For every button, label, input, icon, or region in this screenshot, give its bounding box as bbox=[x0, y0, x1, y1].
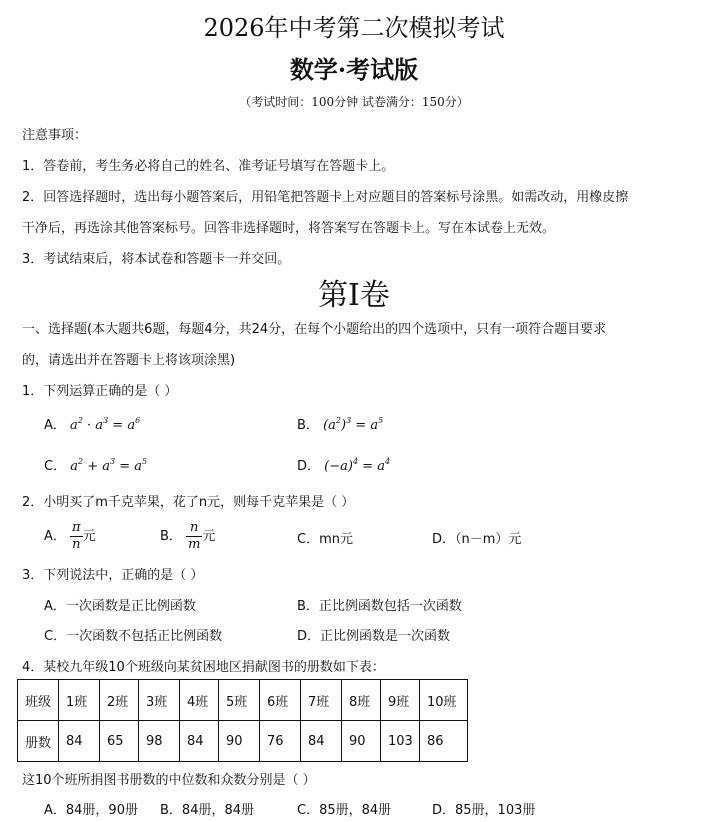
q2-option-d: D．（n－m）元 bbox=[432, 532, 522, 547]
count-cell: 76 bbox=[260, 721, 301, 762]
section1-heading: 一、选择题(本大题共6题，每题4分，共24分，在每个小题给出的四个选项中，只有一项符合题目要求 bbox=[22, 322, 607, 337]
q3-stem: 3．下列说法中，正确的是（ ） bbox=[22, 568, 204, 583]
q4-option-a: A．84册，90册 bbox=[44, 803, 138, 818]
q2-option-a bbox=[44, 520, 96, 553]
q2-option-b bbox=[160, 520, 215, 553]
volume-title: 第I卷 bbox=[318, 278, 390, 313]
count-cell: 84 bbox=[59, 721, 100, 762]
q2-option-a-fraction: $\frac{\pi}{n}$ bbox=[72, 520, 81, 552]
class-cell: 5班 bbox=[219, 680, 260, 721]
count-cell: 90 bbox=[342, 721, 381, 762]
q2-option-b-label: B． bbox=[160, 529, 182, 544]
class-cell: 10班 bbox=[420, 680, 468, 721]
q4-option-c: C．85册，84册 bbox=[297, 803, 392, 818]
class-cell: 3班 bbox=[139, 680, 180, 721]
q4-data-table bbox=[17, 679, 468, 762]
q1-option-b-formula: $(a^2)^3 = a^5$ bbox=[323, 416, 384, 433]
note-item-1: 1．答卷前，考生务必将自己的姓名、准考证号填写在答题卡上。 bbox=[22, 159, 395, 174]
q1-option-d-formula: $(-a)^4 = a^4$ bbox=[324, 457, 391, 474]
section1-heading-continued: 的，请选出并在答题卡上将该项涂黑) bbox=[22, 353, 236, 368]
q2-option-b-unit: 元 bbox=[202, 529, 216, 544]
class-cell: 4班 bbox=[180, 680, 219, 721]
table-row bbox=[18, 721, 468, 762]
class-cell: 2班 bbox=[100, 680, 139, 721]
count-cell: 84 bbox=[180, 721, 219, 762]
q4-option-b: B．84册，84册 bbox=[160, 803, 255, 818]
q2-stem: 2．小明买了m千克苹果，花了n元，则每千克苹果是（ ） bbox=[22, 495, 355, 510]
q4-option-d: D．85册，103册 bbox=[432, 803, 536, 818]
q3-option-a: A．一次函数是正比例函数 bbox=[44, 599, 196, 614]
q1-option-c bbox=[44, 455, 147, 474]
q2-option-a-unit: 元 bbox=[82, 529, 96, 544]
q1-option-d-label: D． bbox=[297, 459, 321, 474]
class-cell: 9班 bbox=[381, 680, 420, 721]
count-cell: 103 bbox=[381, 721, 420, 762]
q3-option-d: D．正比例函数是一次函数 bbox=[297, 629, 451, 644]
exam-subtitle: 数学·考试版 bbox=[289, 55, 419, 84]
note-item-2: 2．回答选择题时，选出每小题答案后，用铅笔把答题卡上对应题目的答案标号涂黑。如需改动，用橡皮擦 bbox=[22, 190, 629, 205]
q1-option-b-label: B． bbox=[297, 418, 319, 433]
q4-question: 这10个班所捐图书册数的中位数和众数分别是（ ） bbox=[22, 773, 316, 788]
count-cell: 98 bbox=[139, 721, 180, 762]
table-row bbox=[18, 680, 468, 721]
class-cell: 1班 bbox=[59, 680, 100, 721]
q2-option-c: C．mn元 bbox=[297, 532, 353, 547]
count-cell: 90 bbox=[219, 721, 260, 762]
note-item-3: 3．考试结束后，将本试卷和答题卡一并交回。 bbox=[22, 252, 291, 267]
q1-stem: 1．下列运算正确的是（ ） bbox=[22, 384, 178, 399]
q1-option-c-label: C． bbox=[44, 459, 67, 474]
count-cell: 65 bbox=[100, 721, 139, 762]
notes-heading: 注意事项： bbox=[22, 128, 88, 143]
class-cell: 7班 bbox=[301, 680, 342, 721]
row-header-count: 册数 bbox=[18, 721, 59, 762]
q1-option-a bbox=[44, 414, 140, 433]
exam-title: 2026年中考第二次模拟考试 bbox=[203, 14, 505, 42]
exam-info: （考试时间：100分钟 试卷满分：150分） bbox=[239, 95, 469, 109]
q1-option-a-formula: $a^2 \cdot a^3 = a^6$ bbox=[70, 416, 141, 433]
q3-option-c: C．一次函数不包括正比例函数 bbox=[44, 629, 223, 644]
row-header-class: 班级 bbox=[18, 680, 59, 721]
class-cell: 8班 bbox=[342, 680, 381, 721]
count-cell: 86 bbox=[420, 721, 468, 762]
q2-option-b-fraction: $\frac{n}{m}$ bbox=[188, 520, 201, 552]
q2-option-a-label: A． bbox=[44, 529, 66, 544]
q1-option-a-label: A． bbox=[44, 418, 66, 433]
class-cell: 6班 bbox=[260, 680, 301, 721]
q1-option-c-formula: $a^2 + a^3 = a^5$ bbox=[70, 457, 148, 474]
q3-option-b: B．正比例函数包括一次函数 bbox=[297, 599, 462, 614]
q4-stem: 4．某校九年级10个班级向某贫困地区捐献图书的册数如下表： bbox=[22, 660, 385, 675]
q1-option-b bbox=[297, 414, 383, 433]
count-cell: 84 bbox=[301, 721, 342, 762]
q1-option-d bbox=[297, 455, 390, 474]
note-item-2-continued: 干净后，再选涂其他答案标号。回答非选择题时，将答案写在答题卡上。写在本试卷上无效。 bbox=[22, 221, 556, 236]
